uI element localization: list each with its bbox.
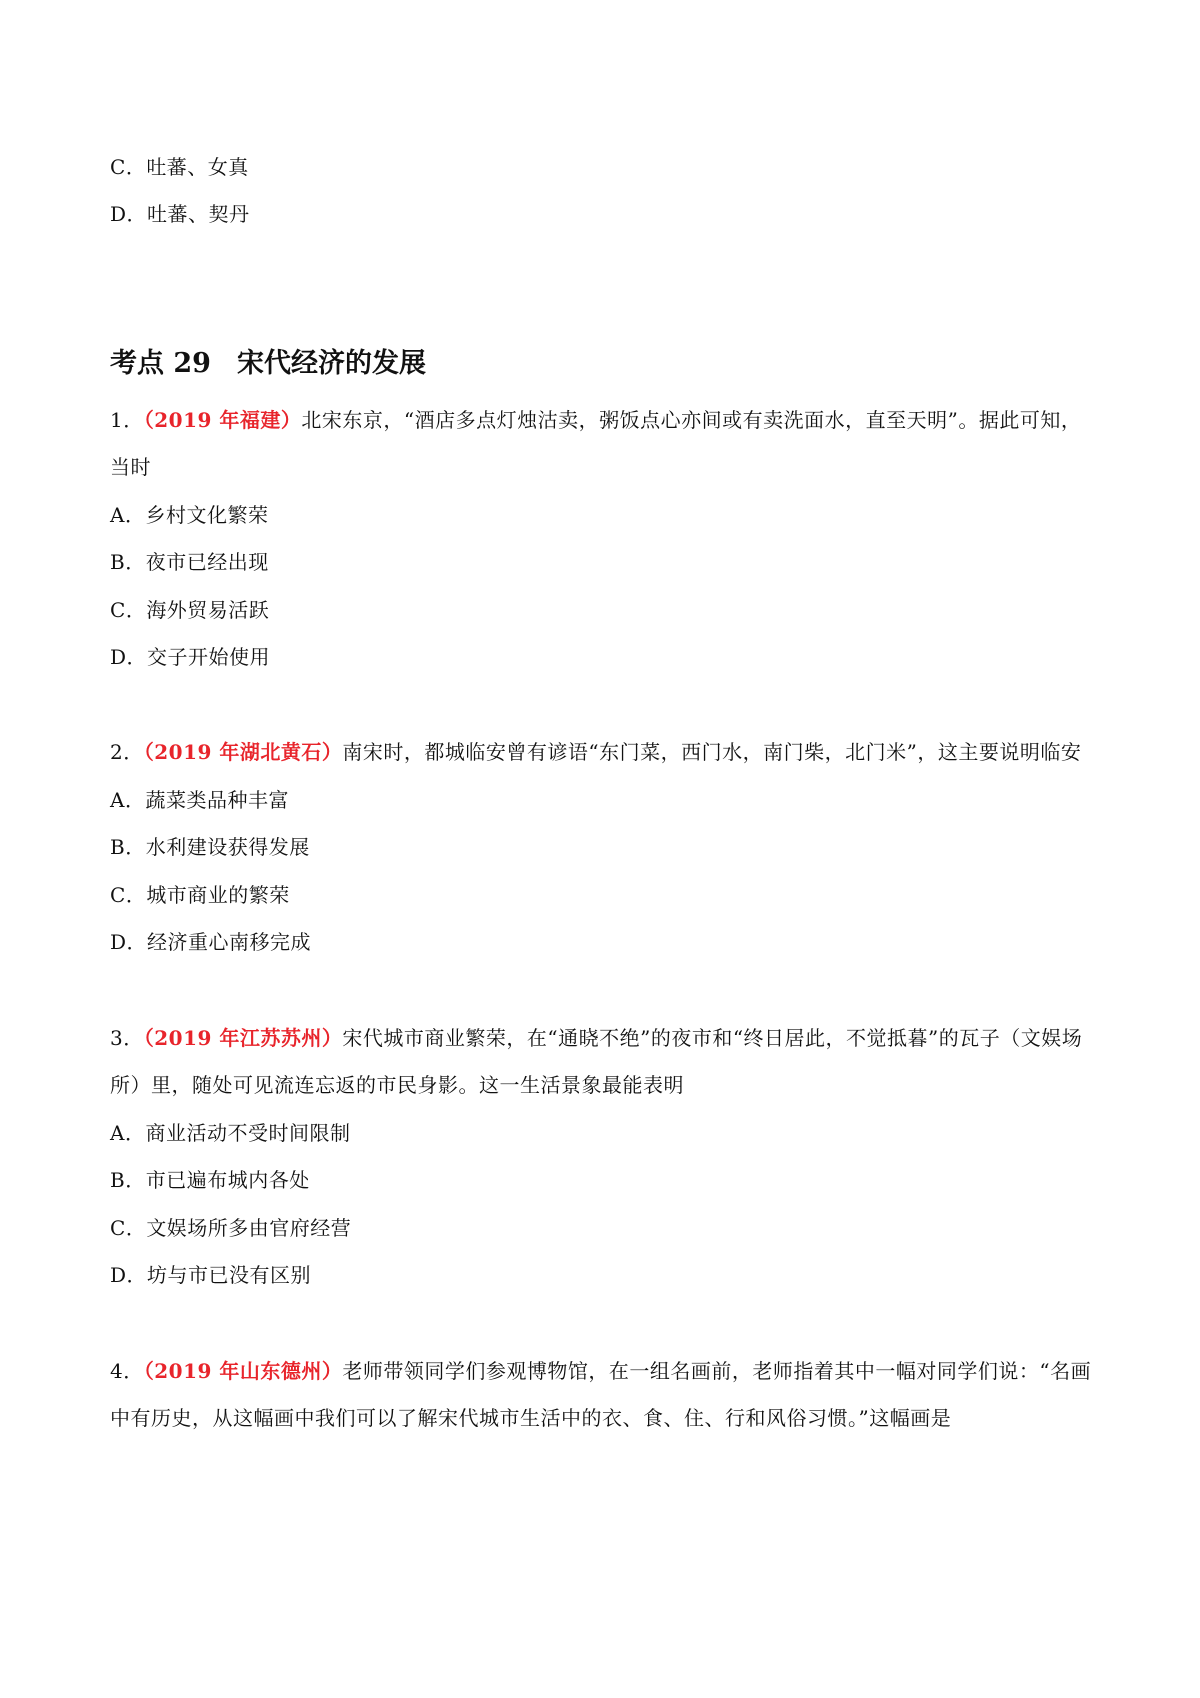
option-letter: B [110,1168,126,1192]
option-text: 文娱场所多由官府经营 [146,1216,352,1240]
option-c: C．吐蕃、女真 [110,155,249,179]
question-2-option-a: A．蔬菜类品种丰富 [110,788,289,812]
question-2-stem [110,738,1081,766]
option-text: 蔬菜类品种丰富 [145,788,289,812]
question-source: （2019 年湖北黄石） [143,740,343,764]
question-3-option-b: B．市已遍布城内各处 [110,1168,310,1192]
question-2-option-b: B．水利建设获得发展 [110,835,310,859]
option-letter: C [110,1216,126,1240]
question-number: 1． [110,408,144,432]
question-3-option-a: A．商业活动不受时间限制 [110,1121,351,1145]
section-heading [110,347,426,381]
option-letter: A [110,788,125,812]
option-letter: D [110,930,127,954]
question-3-stem-cont: 所）里，随处可见流连忘返的市民身影。这一生活景象最能表明 [110,1073,684,1097]
question-source: （2019 年山东德州） [143,1359,343,1383]
option-text: 市已遍布城内各处 [145,1168,310,1192]
question-text: 宋代城市商业繁荣，在“通晓不绝”的夜市和“终日居此，不觉抵暮”的瓦子（文娱场 [342,1026,1083,1050]
option-text: 坊与市已没有区别 [147,1263,312,1287]
option-letter: C [110,883,126,907]
question-number: 4． [110,1359,144,1383]
option-text: 夜市已经出现 [145,550,269,574]
question-1-option-a: A．乡村文化繁荣 [110,503,269,527]
option-letter: A [110,1121,125,1145]
option-text: 乡村文化繁荣 [145,503,269,527]
option-text: 水利建设获得发展 [145,835,310,859]
option-letter: B [110,550,126,574]
question-3-option-c: C．文娱场所多由官府经营 [110,1216,352,1240]
question-text: 北宋东京，“酒店多点灯烛沽卖，粥饭点心亦间或有卖洗面水，直至天明”。据此可知， [301,408,1082,432]
question-2-option-c: C．城市商业的繁荣 [110,883,290,907]
question-4-stem-cont: 中有历史，从这幅画中我们可以了解宋代城市生活中的衣、食、住、行和风俗习惯。”这幅画是 [110,1406,952,1430]
question-3-option-d: D．坊与市已没有区别 [110,1263,312,1287]
option-letter: C [110,598,126,622]
question-1-option-d: D．交子开始使用 [110,645,271,669]
question-text: 南宋时，都城临安曾有谚语“东门菜，西门水，南门柴，北门米”，这主要说明临安 [342,740,1082,764]
question-number: 3． [110,1026,144,1050]
option-letter: C [110,155,126,179]
option-letter: D [110,202,127,226]
option-text: 吐蕃、契丹 [147,202,250,226]
option-letter: A [110,503,125,527]
option-d: D．吐蕃、契丹 [110,202,250,226]
question-3-stem [110,1024,1082,1052]
option-text: 经济重心南移完成 [147,930,312,954]
question-4-stem [110,1357,1091,1385]
option-letter: B [110,835,126,859]
question-1-option-b: B．夜市已经出现 [110,550,269,574]
option-letter: D [110,645,127,669]
question-source: （2019 年江苏苏州） [143,1026,343,1050]
option-text: 城市商业的繁荣 [146,883,290,907]
option-text: 交子开始使用 [147,645,271,669]
question-number: 2． [110,740,144,764]
question-source: （2019 年福建） [143,408,302,432]
section-title: 宋代经济的发展 [236,348,426,379]
option-text: 吐蕃、女真 [146,155,249,179]
question-1-stem [110,406,1081,434]
question-1-option-c: C．海外贸易活跃 [110,598,270,622]
question-2-option-d: D．经济重心南移完成 [110,930,312,954]
option-text: 商业活动不受时间限制 [145,1121,351,1145]
option-letter: D [110,1263,127,1287]
question-text: 老师带领同学们参观博物馆，在一组名画前，老师指着其中一幅对同学们说：“名画 [342,1359,1092,1383]
option-text: 海外贸易活跃 [146,598,270,622]
question-1-stem-cont: 当时 [110,455,151,479]
section-label: 考点 29 [110,348,211,379]
